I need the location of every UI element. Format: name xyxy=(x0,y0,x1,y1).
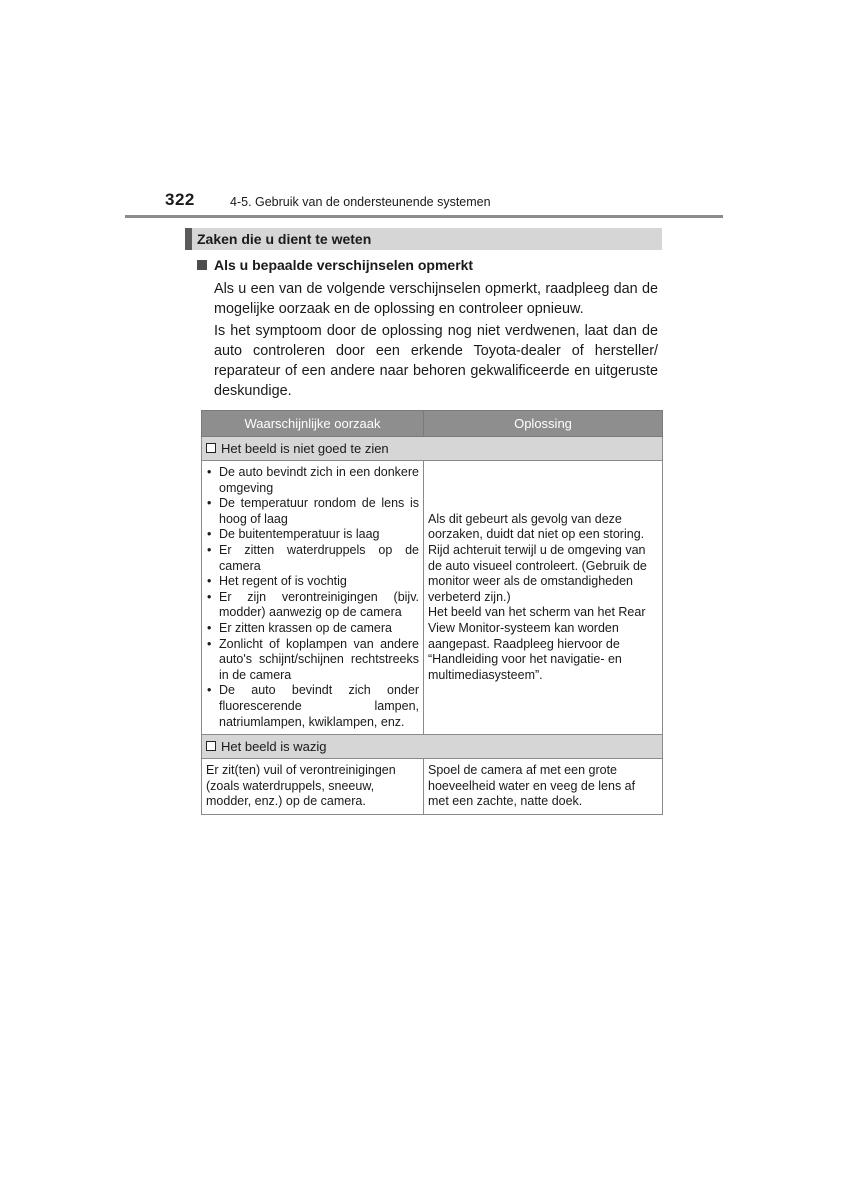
list-item: • De buitentemperatuur is laag xyxy=(206,527,419,543)
column-header-cause: Waarschijnlijke oorzaak xyxy=(202,411,424,437)
section-path: 4-5. Gebruik van de ondersteunende systemen xyxy=(230,195,491,209)
list-item: • Er zitten krassen op de camera xyxy=(206,621,419,637)
cause-list xyxy=(206,465,419,730)
group-title-cell xyxy=(202,735,663,759)
advice-paragraph: Is het symptoom door de oplossing nog niet verdwenen, laat dan de auto controleren door een erkende Toyota-dealer of hersteller/ reparateur of een andere naar behoren gekwalificeerde en uitgeruste deskundige. xyxy=(214,323,658,399)
group-title: Het beeld is wazig xyxy=(221,738,327,754)
group-title-cell xyxy=(202,437,663,461)
list-item: • Het regent of is vochtig xyxy=(206,574,419,590)
page-number: 322 xyxy=(165,190,195,209)
page-header xyxy=(0,0,848,220)
intro-paragraph: Als u een van de volgende verschijnselen opmerkt, raadpleeg dan de mogelijke oorzaak en de oplossing en controleer opnieuw. xyxy=(214,281,658,317)
table-row xyxy=(202,461,663,735)
list-item: • De temperatuur rondom de lens is hoog of laag xyxy=(206,496,419,527)
checkbox-icon xyxy=(206,741,216,751)
symptom-table xyxy=(201,410,663,815)
header-divider xyxy=(125,215,723,218)
group-title: Het beeld is niet goed te zien xyxy=(221,440,389,456)
list-item: • De auto bevindt zich in een donkere omgeving xyxy=(206,465,419,496)
list-item: • Zonlicht of koplampen van andere auto's schijnt/schijnen rechtstreeks in de camera xyxy=(206,637,419,684)
square-bullet-icon xyxy=(197,260,207,270)
group-row xyxy=(202,735,663,759)
cause-text: Er zit(ten) vuil of verontreinigingen (zoals waterdruppels, sneeuw, modder, enz.) op de camera. xyxy=(206,763,396,809)
table-header-row xyxy=(202,411,663,437)
column-header-solution: Oplossing xyxy=(424,411,663,437)
list-item: • Er zijn verontreinigingen (bijv. modder) aanwezig op de camera xyxy=(206,590,419,621)
table-row xyxy=(202,759,663,815)
solution-text: Als dit gebeurt als gevolg van deze oorzaken, duidt dat niet op een storing. Rijd achteruit terwijl u de omgeving van de auto visueel controleert. (Gebruik de monitor weer als de omstandigheden verbeterd zijn.) Het beeld van het scherm van het Rear View Monitor-systeem kan worden aangepast. Raadpleeg hiervoor de “Handleiding voor het navigatie- en multimediasysteem”. xyxy=(428,511,647,682)
solution-cell xyxy=(424,461,663,735)
cause-cell xyxy=(202,461,424,735)
list-item: • De auto bevindt zich onder fluorescerende lampen, natriumlampen, kwiklampen, enz. xyxy=(206,683,419,730)
checkbox-icon xyxy=(206,443,216,453)
group-row xyxy=(202,437,663,461)
cause-cell xyxy=(202,759,424,815)
sub-heading-text: Als u bepaalde verschijnselen opmerkt xyxy=(214,257,474,273)
sub-heading xyxy=(197,257,473,273)
section-heading: Zaken die u dient te weten xyxy=(185,228,662,250)
list-item: • Er zitten waterdruppels op de camera xyxy=(206,543,419,574)
solution-cell xyxy=(424,759,663,815)
solution-text: Spoel de camera af met een grote hoeveelheid water en veeg de lens af met een zachte, natte doek. xyxy=(428,763,636,809)
